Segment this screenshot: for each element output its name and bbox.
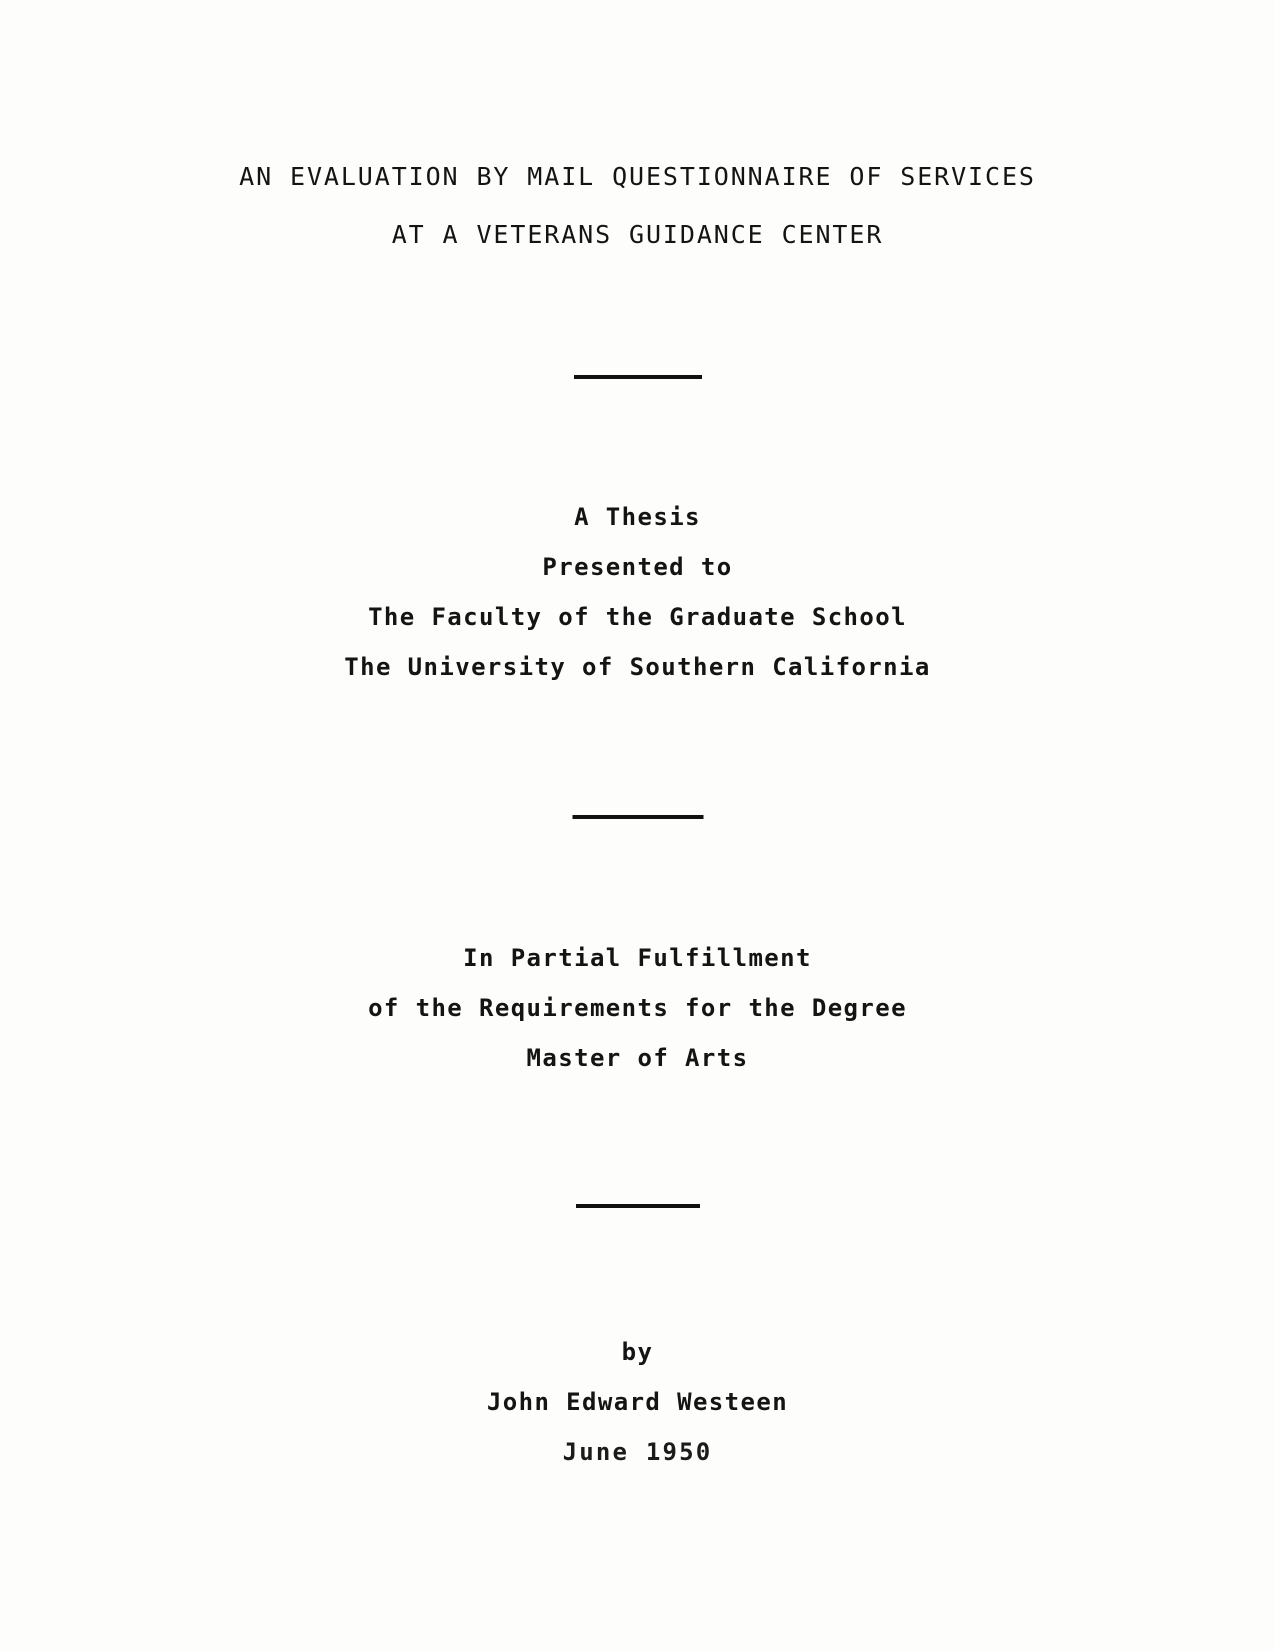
requirements-line: of the Requirements for the Degree (368, 994, 907, 1022)
presentation-block (0, 492, 1275, 692)
page-title (0, 148, 1275, 264)
fulfillment-line: In Partial Fulfillment (463, 944, 812, 972)
horizontal-rule-2 (572, 815, 703, 819)
horizontal-rule-1 (574, 375, 702, 379)
degree-name: Master of Arts (526, 1044, 749, 1072)
title-line-2: AT A VETERANS GUIDANCE CENTER (391, 220, 884, 249)
horizontal-rule-3 (576, 1204, 700, 1208)
faculty-line: The Faculty of the Graduate School (368, 603, 907, 631)
author-name: John Edward Westeen (486, 1388, 789, 1416)
date-line: June 1950 (562, 1438, 713, 1466)
by-label: by (621, 1338, 654, 1366)
author-block (0, 1327, 1275, 1477)
degree-block (0, 933, 1275, 1083)
presented-to-label: Presented to (542, 553, 733, 581)
institution-line: The University of Southern California (344, 653, 931, 681)
title-line-1: AN EVALUATION BY MAIL QUESTIONNAIRE OF SERVICES (239, 162, 1036, 191)
thesis-label: A Thesis (574, 503, 701, 531)
